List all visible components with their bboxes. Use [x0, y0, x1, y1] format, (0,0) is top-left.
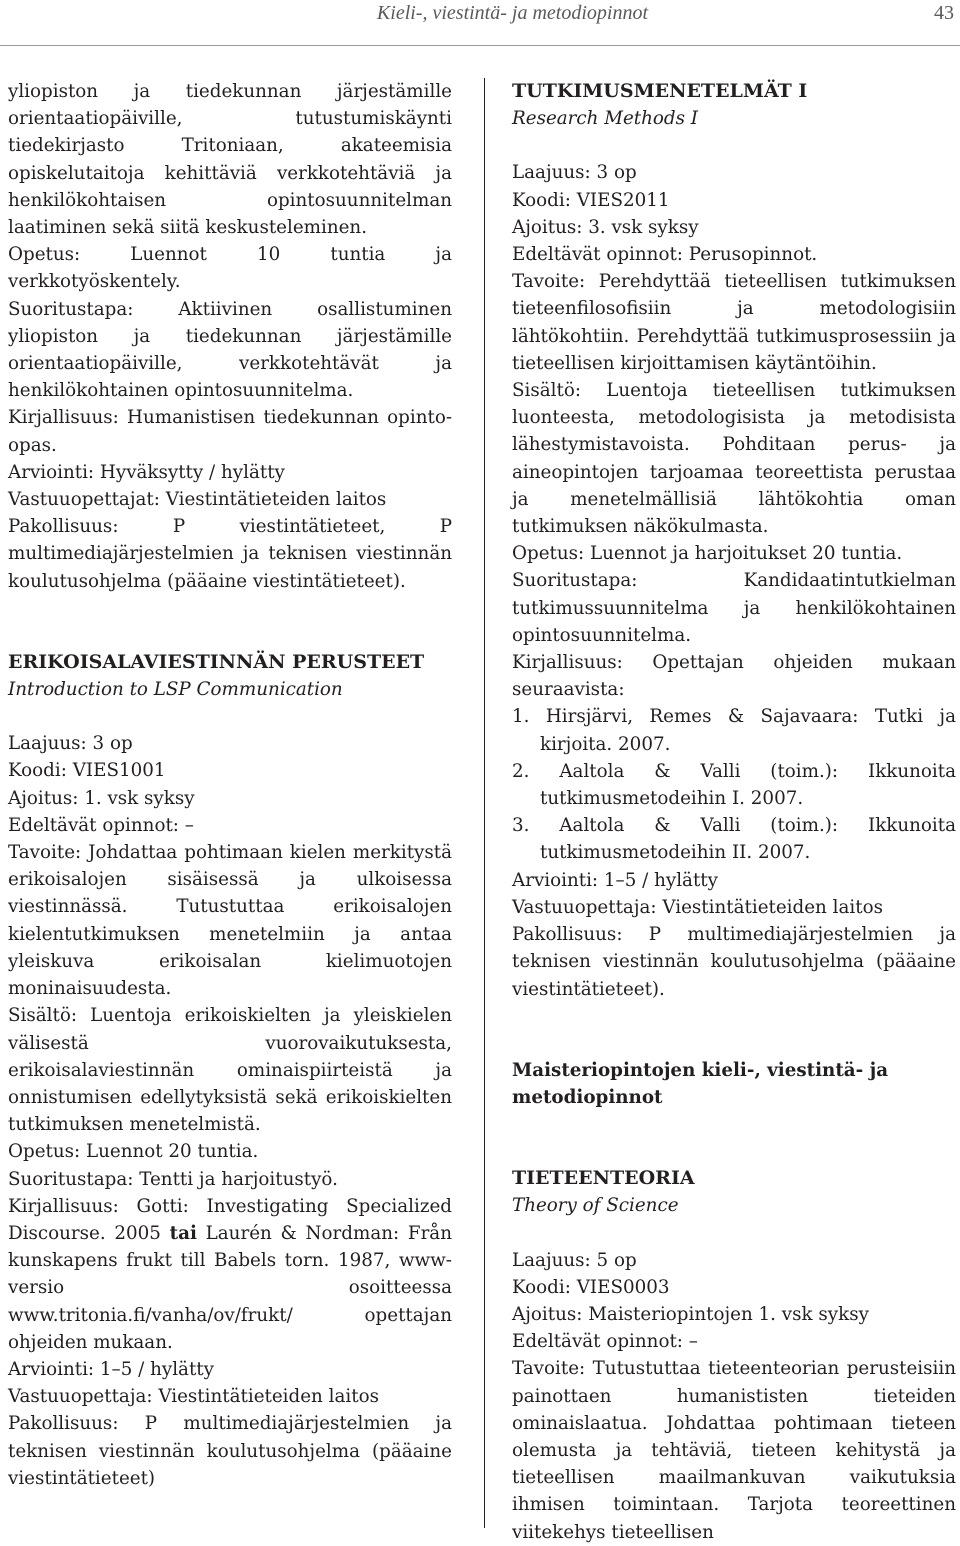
laajuus-field — [8, 730, 452, 757]
course-english-title: Research Methods I — [512, 108, 699, 130]
field-label: Suoritustapa: — [8, 1168, 134, 1190]
field-value: P viestintätieteet, P multimediajärjestelmien ja teknisen viestinnän koulutusohjelma (pääaine viestintätieteet). — [8, 516, 452, 592]
field-label: Pakollisuus: — [8, 516, 119, 538]
spacer — [8, 595, 452, 649]
field-label: Edeltävät opinnot: — [8, 814, 179, 836]
suoritustapa-field — [8, 296, 452, 405]
field-value: 3 op — [596, 162, 637, 184]
field-label: Laajuus: — [8, 733, 87, 755]
tavoite-field — [512, 268, 956, 377]
field-value: Luennot 20 tuntia. — [85, 1141, 259, 1163]
sisalto-field — [512, 377, 956, 540]
spacer — [512, 1111, 956, 1165]
field-label: Vastuuopettaja: — [512, 896, 657, 918]
column-divider — [484, 78, 485, 1528]
course-english-title: Introduction to LSP Communication — [8, 679, 343, 701]
field-label: Ajoitus: — [8, 787, 79, 809]
field-label: Opetus: — [8, 1141, 81, 1163]
ajoitus-field — [8, 785, 452, 812]
field-label: Laajuus: — [512, 162, 591, 184]
koodi-field — [8, 757, 452, 784]
list-item: 3. Aaltola & Valli (toim.): Ikkunoita tutkimusmetodeihin II. 2007. — [512, 815, 956, 864]
ajoitus-field — [512, 214, 956, 241]
intro-paragraph: yliopiston ja tiedekunnan järjestämille orientaatiopäiville, tutustumiskäynti tiedekirjasto Tritoniaan, akateemisia opiskelutaitoja kehittäviä verkkotehtäviä ja henkilökohtaisen opintosuunnitelman laatiminen sekä siitä keskusteleminen. — [8, 81, 452, 239]
running-title: Kieli-, viestintä- ja metodiopinnot — [376, 2, 648, 24]
left-column — [8, 78, 452, 1492]
section-heading: Maisteriopintojen kieli-, viestintä- ja metodiopinnot — [512, 1059, 889, 1108]
field-label: Koodi: — [512, 189, 571, 211]
arviointi-field — [8, 459, 452, 486]
field-value: Aktiivinen osallistuminen yliopiston ja tiedekunnan järjestämille orientaatiopäiville, verkkotehtävät ja henkilökohtainen opintosuunnitelma. — [8, 298, 452, 402]
koodi-field — [512, 1274, 956, 1301]
field-label: Ajoitus: — [512, 216, 583, 238]
field-value: Perusopinnot. — [688, 244, 818, 266]
field-value: Viestintätieteiden laitos — [165, 489, 387, 511]
field-value: Tentti ja harjoitustyö. — [139, 1168, 338, 1190]
field-label: Arviointi: — [512, 869, 599, 891]
field-label: Arviointi: — [8, 1358, 95, 1380]
field-value: VIES1001 — [72, 760, 166, 782]
header-rule — [0, 45, 960, 46]
kirjallisuus-field — [8, 1193, 452, 1356]
koodi-field — [512, 187, 956, 214]
kirjallisuus-field — [8, 404, 452, 458]
course-title: ERIKOISALAVIESTINNÄN PERUSTEET — [8, 650, 425, 673]
field-value: Johdattaa pohtimaan kielen merkitystä erikoisalojen sisäisessä ja ulkoisessa viestinnässä. Tutustuttaa erikoisalojen kielentutkimuksen menetelmiin ja antaa yleiskuva erikoisalan kielimuotojen moninaisuudesta. — [8, 842, 452, 1000]
field-label: Tavoite: — [8, 842, 82, 864]
field-value: Viestintätieteiden laitos — [158, 1386, 379, 1408]
field-value: Luennot ja harjoitukset 20 tuntia. — [589, 543, 903, 565]
laajuus-field — [512, 1247, 956, 1274]
edeltavat-field — [512, 1328, 956, 1355]
course-title: TUTKIMUSMENETELMÄT I — [512, 80, 808, 102]
field-label: Koodi: — [8, 760, 67, 782]
field-value: Viestintätieteiden laitos — [662, 896, 883, 918]
spacer — [512, 1003, 956, 1057]
field-value: Laurén & Nordman: Från kunskapens frukt till Babels torn. 1987, www-versio osoitteessa www.tritonia.fi/vanha/ov/frukt/ opettajan ohjeiden mukaan. — [8, 1222, 452, 1353]
pakollisuus-field — [8, 1410, 452, 1492]
field-value: VIES0003 — [576, 1276, 670, 1298]
field-value: Perehdyttää tieteellisen tutkimuksen tieteenfilosofisiin ja metodologisiin lähtökohtiin. Perehdyttää tutkimusprosessiin ja tieteellisen kirjoittamisen käytäntöihin. — [512, 271, 956, 374]
course-title: TIETEENTEORIA — [512, 1167, 695, 1190]
field-value: Humanistisen tiedekunnan opinto-opas. — [8, 407, 452, 456]
field-label: Koodi: — [512, 1276, 571, 1298]
arviointi-field — [8, 1356, 452, 1383]
or-keyword: tai — [169, 1222, 197, 1244]
tavoite-field — [8, 839, 452, 1002]
field-label: Tavoite: — [512, 271, 586, 293]
field-label: Kirjallisuus: — [512, 652, 623, 674]
vastuu-field — [512, 894, 956, 921]
field-value: Luentoja tieteellisen tutkimuksen luonteesta, metodologisista ja metodisista lähestymistavoista. Pohditaan perus- ja aineopintojen tarjoamaa teoreettista perustaa ja menetelmällisiä lähtökohtia oman tutkimuksen näkökulmasta. — [512, 380, 956, 538]
course-english-title: Theory of Science — [512, 1195, 679, 1217]
pakollisuus-field — [512, 921, 956, 1003]
tavoite-field — [512, 1355, 956, 1545]
field-value: – — [688, 1331, 698, 1353]
field-label: Ajoitus: — [512, 1303, 583, 1325]
field-value: 1. vsk syksy — [84, 787, 195, 809]
field-label: Opetus: — [8, 244, 81, 266]
opetus-field — [8, 241, 452, 295]
edeltavat-field — [8, 812, 452, 839]
suoritustapa-field — [8, 1166, 452, 1193]
field-value: – — [184, 814, 194, 836]
field-label: Pakollisuus: — [512, 924, 623, 946]
page-number: 43 — [934, 2, 954, 24]
field-value: Opettajan ohjeiden mukaan seuraavista: — [512, 652, 957, 701]
suoritustapa-field — [512, 567, 956, 649]
field-label: Kirjallisuus: — [8, 407, 119, 429]
opetus-field — [8, 1138, 452, 1165]
field-value: Maisteriopintojen 1. vsk syksy — [588, 1303, 869, 1325]
field-value: 3. vsk syksy — [588, 216, 699, 238]
page-header — [0, 0, 960, 46]
field-label: Edeltävät opinnot: — [512, 244, 683, 266]
field-label: Sisältö: — [8, 1005, 78, 1027]
field-label: Suoritustapa: — [8, 298, 134, 320]
right-column — [512, 78, 956, 1546]
ajoitus-field — [512, 1301, 956, 1328]
kirjallisuus-field — [512, 649, 956, 703]
laajuus-field — [512, 159, 956, 186]
field-value: Gotti: Investigating Specialized Discourse. 2005 — [8, 1195, 453, 1244]
literature-list — [512, 703, 956, 866]
field-label: Edeltävät opinnot: — [512, 1331, 683, 1353]
field-value: Luentoja erikoiskielten ja yleiskielen välisestä vuorovaikutuksesta, erikoisalaviestinnän ominaispiirteistä ja onnistumisen edellytyksistä sekä erikoiskielten tutkimuksen menetelmistä. — [8, 1005, 453, 1136]
list-item: 1. Hirsjärvi, Remes & Sajavaara: Tutki ja kirjoita. 2007. — [512, 706, 956, 755]
pakollisuus-field — [8, 513, 452, 595]
field-value: 1–5 / hylätty — [603, 869, 718, 891]
vastuu-field — [8, 486, 452, 513]
vastuu-field — [8, 1383, 452, 1410]
field-value: VIES2011 — [576, 189, 670, 211]
field-value: P multimediajärjestelmien ja teknisen viestinnän koulutusohjelma (pääaine viestintätieteet) — [8, 1413, 452, 1489]
field-value: Kandidaatintutkielman tutkimussuunnitelma ja henkilökohtainen opintosuunnitelma. — [512, 570, 956, 646]
field-label: Pakollisuus: — [8, 1413, 119, 1435]
field-label: Vastuuopettajat: — [8, 489, 160, 511]
field-label: Opetus: — [512, 543, 585, 565]
field-value: Hyväksytty / hylätty — [99, 461, 285, 483]
field-label: Suoritustapa: — [512, 570, 638, 592]
field-label: Tavoite: — [512, 1358, 586, 1380]
edeltavat-field — [512, 241, 956, 268]
field-label: Laajuus: — [512, 1249, 591, 1271]
sisalto-field — [8, 1002, 452, 1138]
field-value: 3 op — [92, 733, 133, 755]
field-label: Arviointi: — [8, 461, 95, 483]
field-label: Kirjallisuus: — [8, 1195, 119, 1217]
field-value: 5 op — [596, 1249, 637, 1271]
list-item: 2. Aaltola & Valli (toim.): Ikkunoita tutkimusmetodeihin I. 2007. — [512, 760, 956, 810]
field-label: Vastuuopettaja: — [8, 1386, 153, 1408]
field-value: 1–5 / hylätty — [99, 1358, 214, 1380]
field-value: P multimediajärjestelmien ja teknisen viestinnän koulutusohjelma (pääaine viestintätieteet). — [512, 924, 956, 1000]
field-value: Luennot 10 tuntia ja verkkotyöskentely. — [8, 244, 452, 293]
opetus-field — [512, 540, 956, 567]
field-value: Tutustuttaa tieteenteorian perusteisiin painottaen humanististen tieteiden ominaislaatua. Johdattaa pohtimaan tieteen olemusta ja tehtäviä, tieteen kehitystä ja tieteellisen maailmankuvan vaikutuksia ihmisen toimintaan. Tarjota teoreettinen viitekehys tieteellisen — [512, 1358, 956, 1543]
field-label: Sisältö: — [512, 380, 582, 402]
arviointi-field — [512, 867, 956, 894]
